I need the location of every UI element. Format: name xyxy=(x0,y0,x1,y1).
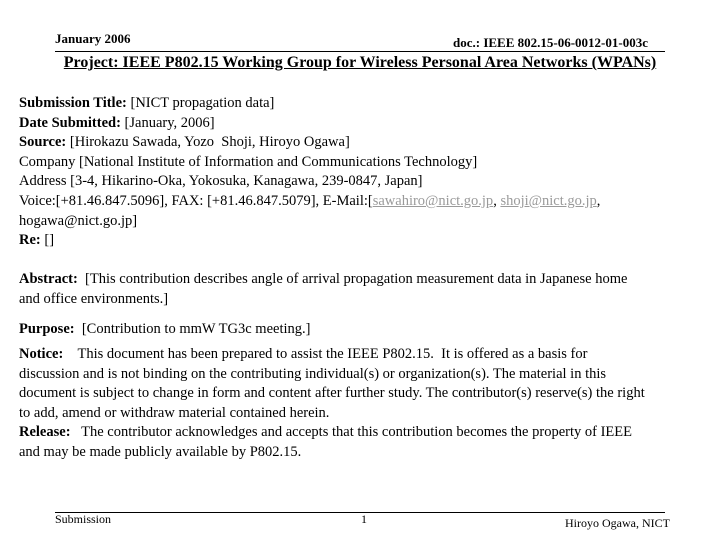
project-title: Project: IEEE P802.15 Working Group for Wireless Personal Area Networks (WPANs) xyxy=(63,54,657,71)
header-date: January 2006 xyxy=(55,31,131,46)
re-label: Re: xyxy=(19,232,41,249)
address-line: Address [3-4, Hikarino-Oka, Yokosuka, Kanagawa, 239-0847, Japan] xyxy=(19,173,423,190)
footer-rule xyxy=(55,512,665,513)
notice-label: Notice: xyxy=(19,346,64,362)
email-hogawa-line: hogawa@nict.go.jp] xyxy=(19,212,138,229)
source-line xyxy=(19,133,709,153)
footer-author: Hiroyo Ogawa, NICT xyxy=(565,516,670,530)
re-value: [] xyxy=(40,232,55,249)
voice-line xyxy=(19,192,709,212)
date-submitted-label: Date Submitted: xyxy=(19,114,121,131)
source-label: Source: xyxy=(19,134,67,151)
company-line: Company [National Institute of Information and Communications Technology] xyxy=(19,153,478,170)
submission-title-value: [NICT propagation data] xyxy=(126,95,275,111)
submission-title-line xyxy=(19,94,709,114)
email-link-sawahiro[interactable]: sawahiro@nict.go.jp xyxy=(372,192,494,209)
date-submitted-value: [January, 2006] xyxy=(120,114,215,131)
re-line xyxy=(19,231,709,251)
submission-title-label: Submission Title: xyxy=(19,95,127,111)
release-line-1: The contributor acknowledges and accepts that this contribution becomes the property of IEEE xyxy=(70,424,632,441)
abstract-label: Abstract: xyxy=(19,271,78,287)
notice-line-1: This document has been prepared to assist the IEEE P802.15. It is offered as a basis for xyxy=(63,346,588,362)
notice-line-2: discussion and is not binding on the contributing individual(s) or organization(s). The material in this xyxy=(19,365,607,382)
abstract-line-2: and office environments.] xyxy=(19,290,169,307)
purpose-label: Purpose: xyxy=(19,321,75,337)
header-doc-id: doc.: IEEE 802.15-06-0012-01-003c xyxy=(453,35,648,50)
purpose-block xyxy=(19,320,709,340)
header-rule xyxy=(55,51,665,52)
notice-line-3: document is subject to change in form and content after further study. The contributor(s) reserve(s) the right xyxy=(19,385,645,402)
source-value: [Hirokazu Sawada, Yozo Shoji, Hiroyo Ogawa] xyxy=(66,134,350,151)
footer-submission: Submission xyxy=(55,512,112,526)
footer-page-number: 1 xyxy=(361,512,367,526)
cover-block xyxy=(19,94,709,251)
notice-line-4: to add, amend or withdraw material contained herein. xyxy=(19,404,330,421)
email-separator: , xyxy=(493,192,501,209)
abstract-block xyxy=(19,270,709,309)
release-line-2: and may be made publicly available by P802.15. xyxy=(19,443,302,460)
email-link-shoji[interactable]: shoji@nict.go.jp xyxy=(500,192,597,209)
email-trail: , xyxy=(596,192,601,209)
date-submitted-line xyxy=(19,114,709,134)
release-label: Release: xyxy=(19,424,71,441)
purpose-value: [Contribution to mmW TG3c meeting.] xyxy=(74,321,311,337)
notice-release-block xyxy=(19,345,709,463)
abstract-line-1: [This contribution describes angle of arrival propagation measurement data in Japanese home xyxy=(77,271,628,287)
voice-fax-text: Voice:[+81.46.847.5096], FAX: [+81.46.847.5079], E-Mail:[ xyxy=(19,192,373,209)
